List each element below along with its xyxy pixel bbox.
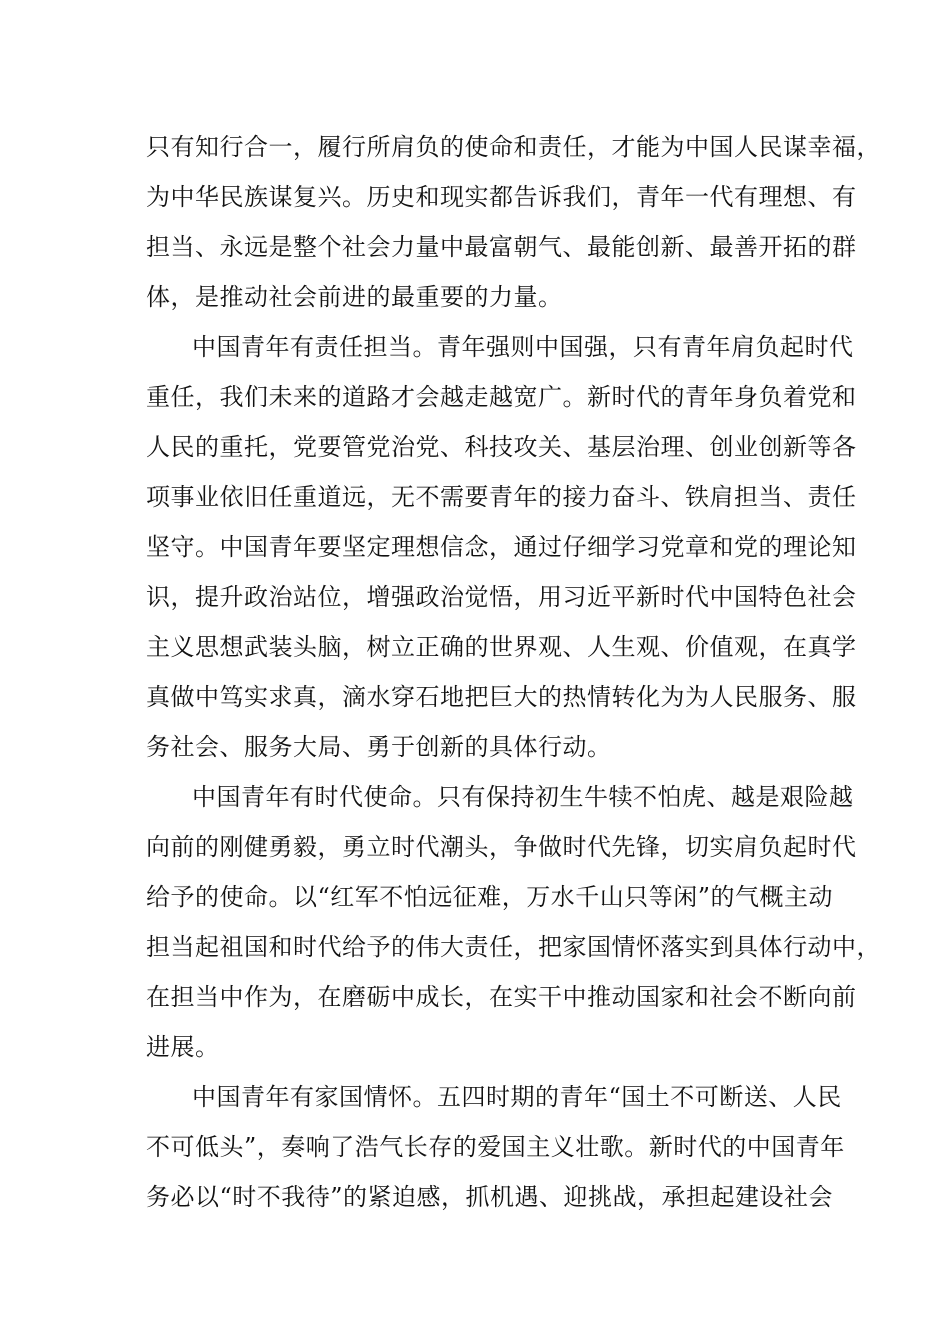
text-line: 担当起祖国和时代给予的伟大责任，把家国情怀落实到具体行动中， — [146, 933, 881, 961]
text-line: 只有知行合一，履行所肩负的使命和责任，才能为中国人民谋幸福， — [146, 133, 881, 161]
text-line: 不可低头”，奏响了浩气长存的爱国主义壮歌。新时代的中国青年 — [146, 1133, 845, 1161]
text-line: 识，提升政治站位，增强政治觉悟，用习近平新时代中国特色社会 — [146, 583, 857, 611]
text-line: 进展。 — [146, 1033, 220, 1061]
text-line: 务必以“时不我待”的紧迫感，抓机遇、迎挑战，承担起建设社会 — [146, 1183, 834, 1211]
text-line: 务社会、服务大局、勇于创新的具体行动。 — [146, 733, 612, 761]
text-line-indented: 中国青年有时代使命。只有保持初生牛犊不怕虎、越是艰险越 — [192, 783, 854, 811]
paragraph-3 — [146, 772, 881, 1072]
text-line: 向前的刚健勇毅，勇立时代潮头，争做时代先锋，切实肩负起时代 — [146, 833, 857, 861]
text-line: 真做中笃实求真，滴水穿石地把巨大的热情转化为为人民服务、服 — [146, 683, 857, 711]
text-line: 为中华民族谋复兴。历史和现实都告诉我们，青年一代有理想、有 — [146, 183, 857, 211]
text-line-indented: 中国青年有家国情怀。五四时期的青年“国土不可断送、人民 — [192, 1083, 842, 1111]
paragraph-4 — [146, 1072, 845, 1222]
text-line: 重任，我们未来的道路才会越走越宽广。新时代的青年身负着党和 — [146, 383, 857, 411]
text-line: 项事业依旧任重道远，无不需要青年的接力奋斗、铁肩担当、责任 — [146, 483, 857, 511]
text-line: 在担当中作为，在磨砺中成长，在实干中推动国家和社会不断向前 — [146, 983, 857, 1011]
text-line: 担当、永远是整个社会力量中最富朝气、最能创新、最善开拓的群 — [146, 233, 857, 261]
paragraph-1 — [146, 122, 881, 322]
text-line: 体，是推动社会前进的最重要的力量。 — [146, 283, 563, 311]
document-body — [146, 122, 881, 1222]
text-line: 坚守。中国青年要坚定理想信念，通过仔细学习党章和党的理论知 — [146, 533, 857, 561]
text-line: 主义思想武装头脑，树立正确的世界观、人生观、价值观，在真学 — [146, 633, 857, 661]
paragraph-2 — [146, 322, 857, 772]
text-line: 给予的使命。以“红军不怕远征难，万水千山只等闲”的气概主动 — [146, 883, 834, 911]
text-line-indented: 中国青年有责任担当。青年强则中国强，只有青年肩负起时代 — [192, 333, 854, 361]
text-line: 人民的重托，党要管党治党、科技攻关、基层治理、创业创新等各 — [146, 433, 857, 461]
